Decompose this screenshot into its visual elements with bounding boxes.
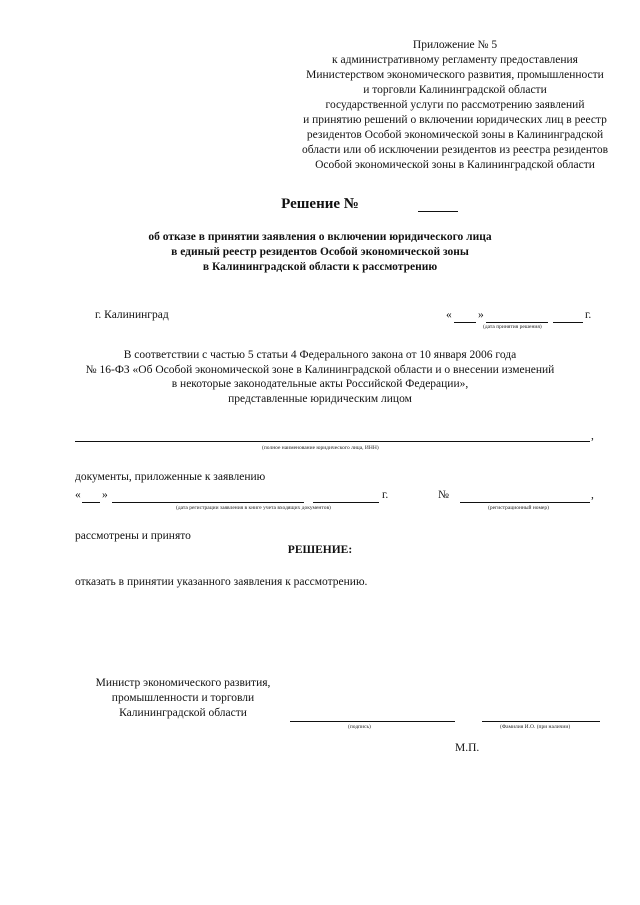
- appendix-header: [250, 38, 640, 173]
- basis-line: представленные юридическим лицом: [228, 392, 412, 405]
- documents-label: документы, приложенные к заявлению: [75, 471, 266, 483]
- appendix-line: Министерством экономического развития, промышленности: [306, 69, 604, 81]
- appendix-line: и принятию решений о включении юридических лиц в реестр: [303, 114, 607, 126]
- appendix-line: к административному регламенту предоставления: [332, 54, 578, 66]
- subtitle-line: в Калининградской области к рассмотрению: [202, 261, 438, 273]
- subtitle-line: об отказе в принятии заявления о включении юридического лица: [148, 231, 492, 243]
- appendix-line: Особой экономической зоны в Калининградской области: [315, 159, 595, 171]
- name-caption: (Фамилия И.О. (при наличии): [500, 724, 571, 730]
- basis-line: в некоторые законодательные акты Российской Федерации»,: [171, 378, 469, 390]
- date-day-field[interactable]: [454, 322, 476, 323]
- decision-heading: РЕШЕНИЕ:: [287, 544, 353, 556]
- appendix-line: Приложение № 5: [412, 39, 498, 51]
- appendix-line: государственной услуги по рассмотрению заявлений: [325, 99, 585, 111]
- signature-field[interactable]: [290, 721, 455, 722]
- docs-quote-open: «: [75, 489, 81, 501]
- appendix-line: резидентов Особой экономической зоны в Калининградской: [306, 129, 604, 141]
- date-quote-open: «: [446, 309, 452, 321]
- city-label: г. Калининград: [95, 309, 169, 321]
- appendix-line: и торговли Калининградской области: [363, 84, 547, 96]
- docs-quote-close: »: [102, 489, 108, 501]
- name-field[interactable]: [482, 721, 600, 722]
- date-month-field[interactable]: [486, 322, 548, 323]
- decision-number-field[interactable]: [418, 211, 458, 212]
- basis-paragraph: [80, 348, 560, 406]
- document-title: Решение №: [281, 196, 359, 212]
- docs-number-field[interactable]: [460, 502, 590, 503]
- decision-text: отказать в принятии указанного заявления к рассмотрению.: [75, 576, 368, 588]
- date-quote-close: »: [478, 309, 484, 321]
- date-caption: (дата принятия решения): [483, 324, 542, 330]
- entity-trailing-comma: ,: [591, 430, 594, 442]
- docs-year-field[interactable]: [313, 502, 379, 503]
- document-subtitle: [110, 230, 530, 275]
- subtitle-line: в единый реестр резидентов Особой экономической зоны: [171, 246, 469, 258]
- docs-month-field[interactable]: [112, 502, 304, 503]
- position-line: Калининградской области: [119, 707, 247, 719]
- docs-year-suffix: г.: [382, 489, 389, 501]
- basis-line: В соответствии с частью 5 статьи 4 Федерального закона от 10 января 2006 года: [123, 349, 517, 361]
- docs-number-caption: (регистрационный номер): [488, 505, 549, 511]
- signature-caption: (подпись): [348, 724, 371, 730]
- basis-line: № 16-ФЗ «Об Особой экономической зоне в Калининградской области и о внесении изменений: [85, 363, 555, 376]
- date-year-suffix: г.: [585, 309, 592, 321]
- entity-name-field[interactable]: [75, 441, 590, 442]
- position-line: Министр экономического развития,: [95, 677, 271, 689]
- position-line: промышленности и торговли: [111, 692, 255, 704]
- docs-date-caption: (дата регистрации заявления в книге учета входящих документов): [176, 505, 331, 511]
- date-year-field[interactable]: [553, 322, 583, 323]
- docs-day-field[interactable]: [82, 502, 100, 503]
- appendix-line: области или об исключении резидентов из реестра резидентов: [301, 144, 609, 156]
- signatory-position: [78, 676, 288, 721]
- docs-trailing-comma: ,: [591, 489, 594, 501]
- stamp-place: М.П.: [455, 742, 480, 754]
- entity-caption: (полное наименование юридического лица, ИНН): [262, 445, 379, 451]
- reviewed-text: рассмотрены и принято: [75, 530, 191, 542]
- docs-number-sign: №: [438, 489, 449, 501]
